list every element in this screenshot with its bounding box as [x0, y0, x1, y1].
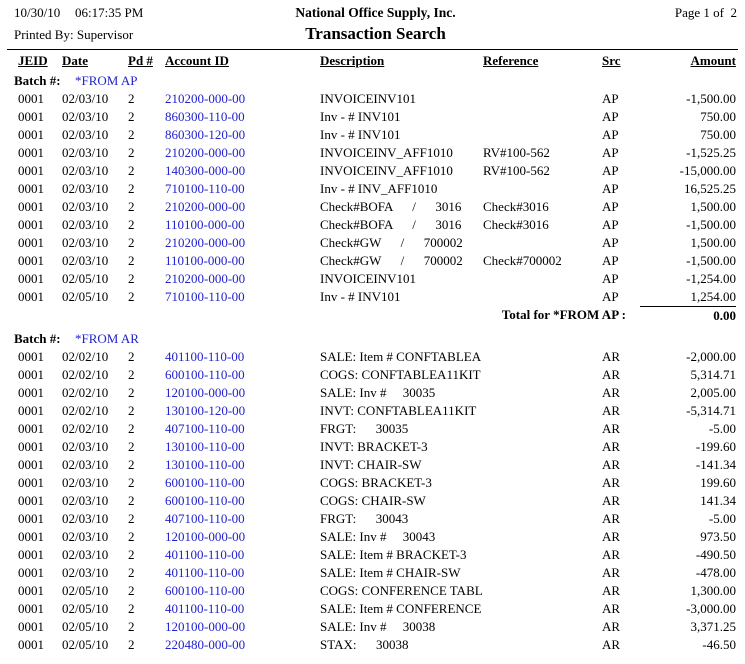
amount-cell: 973.50: [700, 529, 736, 544]
period-cell: 2: [128, 565, 135, 580]
account-id-link[interactable]: 140300-000-00: [165, 163, 246, 178]
reference-cell: Check#3016: [483, 199, 549, 214]
column-header-description: Description: [320, 53, 385, 68]
description-cell: SALE: Item # CONFTABLEA: [320, 349, 482, 364]
period-cell: 2: [128, 511, 135, 526]
date-cell: 02/03/10: [62, 181, 109, 196]
date-cell: 02/03/10: [62, 475, 109, 490]
amount-cell: -1,500.00: [686, 91, 736, 106]
period-cell: 2: [128, 457, 135, 472]
source-cell: AP: [602, 289, 619, 304]
period-cell: 2: [128, 637, 135, 652]
period-cell: 2: [128, 109, 135, 124]
table-row: [14, 600, 736, 618]
period-cell: 2: [128, 547, 135, 562]
period-cell: 2: [128, 529, 135, 544]
account-id-link[interactable]: 120100-000-00: [165, 619, 246, 634]
date-cell: 02/05/10: [62, 601, 109, 616]
date-cell: 02/05/10: [62, 619, 109, 634]
table-row: [14, 474, 736, 492]
table-row: [14, 348, 736, 366]
account-id-link[interactable]: 710100-110-00: [165, 181, 245, 196]
source-cell: AR: [602, 529, 621, 544]
account-id-link[interactable]: 407100-110-00: [165, 421, 245, 436]
reference-cell: [483, 234, 602, 252]
amount-cell: -5.00: [708, 511, 736, 526]
description-cell: Inv - # INV101: [320, 109, 401, 124]
reference-cell: [483, 510, 602, 528]
amount-cell: -141.34: [695, 457, 736, 472]
jeid-cell: 0001: [18, 367, 44, 382]
amount-cell: 3,371.25: [690, 619, 736, 634]
reference-cell: [483, 528, 602, 546]
jeid-cell: 0001: [18, 583, 44, 598]
reference-cell: Check#700002: [483, 253, 562, 268]
period-cell: 2: [128, 583, 135, 598]
amount-cell: 750.00: [700, 109, 736, 124]
description-cell: INVOICEINV_AFF1010: [320, 145, 453, 160]
header-line-2: [14, 24, 737, 44]
jeid-cell: 0001: [18, 199, 44, 214]
header-divider: [7, 49, 738, 50]
source-cell: AP: [602, 109, 619, 124]
table-row: [14, 108, 736, 126]
source-cell: AR: [602, 403, 621, 418]
reference-cell: Check#3016: [483, 217, 549, 232]
description-cell: SALE: Item # BRACKET-3: [320, 547, 467, 562]
period-cell: 2: [128, 439, 135, 454]
source-cell: AR: [602, 421, 621, 436]
table-row: [14, 288, 736, 306]
source-cell: AP: [602, 217, 619, 232]
reference-cell: [483, 564, 602, 582]
amount-cell: 750.00: [700, 127, 736, 142]
source-cell: AR: [602, 547, 621, 562]
description-cell: SALE: Inv # 30038: [320, 619, 436, 634]
jeid-cell: 0001: [18, 511, 44, 526]
jeid-cell: 0001: [18, 253, 44, 268]
period-cell: 2: [128, 349, 135, 364]
amount-cell: -490.50: [695, 547, 736, 562]
reference-cell: [483, 90, 602, 108]
table-row: [14, 198, 736, 216]
table-row: [14, 402, 736, 420]
period-cell: 2: [128, 235, 135, 250]
account-id-link[interactable]: 210200-000-00: [165, 199, 246, 214]
jeid-cell: 0001: [18, 289, 44, 304]
jeid-cell: 0001: [18, 619, 44, 634]
jeid-cell: 0001: [18, 601, 44, 616]
period-cell: 2: [128, 163, 135, 178]
jeid-cell: 0001: [18, 565, 44, 580]
description-cell: Check#BOFA / 3016: [320, 199, 462, 214]
source-cell: AP: [602, 91, 619, 106]
period-cell: 2: [128, 385, 135, 400]
account-id-link[interactable]: 600100-110-00: [165, 367, 245, 382]
reference-cell: [483, 180, 602, 198]
account-id-link[interactable]: 600100-110-00: [165, 475, 245, 490]
description-cell: SALE: Item # CONFERENCE: [320, 601, 482, 616]
description-cell: FRGT: 30043: [320, 511, 409, 526]
account-id-link[interactable]: 860300-120-00: [165, 127, 246, 142]
batch-name-link[interactable]: *FROM AR: [75, 331, 139, 346]
date-cell: 02/05/10: [62, 289, 109, 304]
table-row: [14, 144, 736, 162]
column-header-reference: Reference: [483, 53, 539, 68]
printed-by: Printed By: Supervisor: [14, 27, 134, 42]
table-row: [14, 270, 736, 288]
account-id-link[interactable]: 130100-120-00: [165, 403, 246, 418]
description-cell: COGS: CONFERENCE TABL: [320, 583, 483, 598]
date-cell: 02/03/10: [62, 145, 109, 160]
account-id-link[interactable]: 210200-000-00: [165, 91, 246, 106]
date-cell: 02/02/10: [62, 349, 109, 364]
jeid-cell: 0001: [18, 493, 44, 508]
source-cell: AR: [602, 349, 621, 364]
account-id-link[interactable]: 120100-000-00: [165, 385, 246, 400]
amount-cell: -3,000.00: [686, 601, 736, 616]
table-row: [14, 90, 736, 108]
jeid-cell: 0001: [18, 457, 44, 472]
period-cell: 2: [128, 475, 135, 490]
description-cell: COGS: CONFTABLEA11KIT: [320, 367, 481, 382]
description-cell: SALE: Item # CHAIR-SW: [320, 565, 461, 580]
account-id-link[interactable]: 210200-000-00: [165, 271, 246, 286]
source-cell: AR: [602, 457, 621, 472]
amount-cell: 199.60: [700, 475, 736, 490]
amount-cell: 1,300.00: [690, 583, 736, 598]
account-id-link[interactable]: 110100-000-00: [165, 253, 245, 268]
column-header-date: Date: [62, 53, 88, 68]
date-cell: 02/02/10: [62, 367, 109, 382]
description-cell: INVT: BRACKET-3: [320, 439, 428, 454]
source-cell: AP: [602, 235, 619, 250]
source-cell: AR: [602, 367, 621, 382]
date-cell: 02/03/10: [62, 217, 109, 232]
date-cell: 02/03/10: [62, 163, 109, 178]
date-cell: 02/05/10: [62, 271, 109, 286]
table-row: [14, 456, 736, 474]
amount-cell: 2,005.00: [690, 385, 736, 400]
account-id-link[interactable]: 401100-110-00: [165, 601, 245, 616]
table-row: [14, 180, 736, 198]
report-rows: [14, 72, 736, 654]
period-cell: 2: [128, 403, 135, 418]
account-id-link[interactable]: 710100-110-00: [165, 289, 245, 304]
batch-total-row: [14, 306, 736, 325]
amount-cell: -1,500.00: [686, 217, 736, 232]
source-cell: AP: [602, 163, 619, 178]
table-row: [14, 420, 736, 438]
account-id-link[interactable]: 210200-000-00: [165, 145, 246, 160]
amount-cell: -199.60: [695, 439, 736, 454]
source-cell: AP: [602, 271, 619, 286]
batch-total-label: Total for *FROM AP :: [501, 307, 626, 322]
period-cell: 2: [128, 217, 135, 232]
description-cell: Inv - # INV_AFF1010: [320, 181, 438, 196]
report-sheet: [0, 52, 745, 654]
description-cell: SALE: Inv # 30043: [320, 529, 436, 544]
header-line-1: [14, 5, 737, 21]
amount-cell: -5.00: [708, 421, 736, 436]
print-date: 10/30/10: [14, 5, 61, 20]
description-cell: Check#GW / 700002: [320, 235, 463, 250]
reference-cell: [483, 492, 602, 510]
period-cell: 2: [128, 421, 135, 436]
source-cell: AP: [602, 253, 619, 268]
date-cell: 02/03/10: [62, 127, 109, 142]
amount-cell: -46.50: [702, 637, 736, 652]
account-id-link[interactable]: 401100-110-00: [165, 547, 245, 562]
period-cell: 2: [128, 127, 135, 142]
reference-cell: [483, 402, 602, 420]
date-cell: 02/03/10: [62, 529, 109, 544]
batch-header: [14, 72, 736, 90]
reference-cell: [483, 456, 602, 474]
amount-cell: -478.00: [695, 565, 736, 580]
date-cell: 02/03/10: [62, 565, 109, 580]
table-row: [14, 492, 736, 510]
reference-cell: [483, 288, 602, 306]
amount-cell: 16,525.25: [684, 181, 736, 196]
source-cell: AR: [602, 475, 621, 490]
source-cell: AR: [602, 511, 621, 526]
account-id-link[interactable]: 860300-110-00: [165, 109, 245, 124]
jeid-cell: 0001: [18, 529, 44, 544]
amount-cell: 1,500.00: [690, 235, 736, 250]
jeid-cell: 0001: [18, 475, 44, 490]
table-row: [14, 126, 736, 144]
batch-label: Batch #:: [14, 331, 61, 346]
report-title: Transaction Search: [305, 24, 446, 43]
period-cell: 2: [128, 289, 135, 304]
date-cell: 02/02/10: [62, 403, 109, 418]
amount-cell: 1,254.00: [690, 289, 736, 304]
table-row: [14, 216, 736, 234]
jeid-cell: 0001: [18, 385, 44, 400]
batch-label: Batch #:: [14, 73, 61, 88]
jeid-cell: 0001: [18, 403, 44, 418]
period-cell: 2: [128, 145, 135, 160]
reference-cell: [483, 126, 602, 144]
period-cell: 2: [128, 619, 135, 634]
table-row: [14, 546, 736, 564]
description-cell: Check#BOFA / 3016: [320, 217, 462, 232]
period-cell: 2: [128, 199, 135, 214]
reference-cell: [483, 420, 602, 438]
table-row: [14, 384, 736, 402]
source-cell: AP: [602, 199, 619, 214]
period-cell: 2: [128, 367, 135, 382]
date-cell: 02/02/10: [62, 385, 109, 400]
table-row: [14, 252, 736, 270]
description-cell: INVT: CHAIR-SW: [320, 457, 422, 472]
date-cell: 02/03/10: [62, 253, 109, 268]
description-cell: STAX: 30038: [320, 637, 409, 652]
date-cell: 02/03/10: [62, 439, 109, 454]
account-id-link[interactable]: 110100-000-00: [165, 217, 245, 232]
reference-cell: [483, 546, 602, 564]
period-cell: 2: [128, 493, 135, 508]
reference-cell: [483, 582, 602, 600]
amount-cell: -5,314.71: [686, 403, 736, 418]
source-cell: AP: [602, 145, 619, 160]
print-datetime: [14, 5, 219, 21]
reference-cell: [483, 366, 602, 384]
source-cell: AR: [602, 385, 621, 400]
account-id-link[interactable]: 120100-000-00: [165, 529, 246, 544]
period-cell: 2: [128, 91, 135, 106]
date-cell: 02/03/10: [62, 457, 109, 472]
table-row: [14, 438, 736, 456]
period-cell: 2: [128, 253, 135, 268]
source-cell: AR: [602, 637, 621, 652]
description-cell: INVOICEINV101: [320, 271, 417, 286]
source-cell: AP: [602, 181, 619, 196]
jeid-cell: 0001: [18, 439, 44, 454]
source-cell: AR: [602, 493, 621, 508]
column-headers: [14, 52, 736, 70]
description-cell: Check#GW / 700002: [320, 253, 463, 268]
description-cell: COGS: CHAIR-SW: [320, 493, 426, 508]
description-cell: SALE: Inv # 30035: [320, 385, 436, 400]
account-id-link[interactable]: 210200-000-00: [165, 235, 246, 250]
description-cell: INVOICEINV101: [320, 91, 417, 106]
description-cell: INVOICEINV_AFF1010: [320, 163, 453, 178]
column-header-period: Pd #: [128, 53, 153, 68]
jeid-cell: 0001: [18, 421, 44, 436]
date-cell: 02/03/10: [62, 511, 109, 526]
report-header: [0, 0, 745, 44]
table-row: [14, 234, 736, 252]
jeid-cell: 0001: [18, 217, 44, 232]
jeid-cell: 0001: [18, 547, 44, 562]
source-cell: AP: [602, 127, 619, 142]
table-row: [14, 510, 736, 528]
jeid-cell: 0001: [18, 109, 44, 124]
date-cell: 02/03/10: [62, 109, 109, 124]
reference-cell: [483, 618, 602, 636]
jeid-cell: 0001: [18, 145, 44, 160]
period-cell: 2: [128, 181, 135, 196]
account-id-link[interactable]: 401100-110-00: [165, 349, 245, 364]
page-indicator: Page 1 of 2: [674, 5, 737, 20]
reference-cell: [483, 270, 602, 288]
table-row: [14, 366, 736, 384]
print-time: 06:17:35 PM: [75, 5, 144, 20]
date-cell: 02/03/10: [62, 547, 109, 562]
table-row: [14, 618, 736, 636]
source-cell: AR: [602, 619, 621, 634]
jeid-cell: 0001: [18, 181, 44, 196]
description-cell: FRGT: 30035: [320, 421, 409, 436]
table-row: [14, 636, 736, 654]
amount-cell: -1,500.00: [686, 253, 736, 268]
reference-cell: [483, 636, 602, 654]
column-header-jeid: JEID: [18, 53, 48, 68]
account-id-link[interactable]: 407100-110-00: [165, 511, 245, 526]
date-cell: 02/03/10: [62, 235, 109, 250]
batch-name-link[interactable]: *FROM AP: [75, 73, 138, 88]
amount-cell: 1,500.00: [690, 199, 736, 214]
jeid-cell: 0001: [18, 637, 44, 652]
table-row: [14, 564, 736, 582]
description-cell: Inv - # INV101: [320, 289, 401, 304]
column-header-account-id: Account ID: [165, 53, 229, 68]
table-row: [14, 528, 736, 546]
amount-cell: -1,525.25: [686, 145, 736, 160]
amount-cell: -1,254.00: [686, 271, 736, 286]
source-cell: AR: [602, 583, 621, 598]
source-cell: AR: [602, 601, 621, 616]
account-id-link[interactable]: 401100-110-00: [165, 565, 245, 580]
amount-cell: 141.34: [700, 493, 736, 508]
period-cell: 2: [128, 271, 135, 286]
period-cell: 2: [128, 601, 135, 616]
batch-total-amount: 0.00: [640, 306, 736, 325]
account-id-link[interactable]: 130100-110-00: [165, 439, 245, 454]
amount-cell: -2,000.00: [686, 349, 736, 364]
reference-cell: [483, 600, 602, 618]
batch-header: [14, 330, 736, 348]
date-cell: 02/03/10: [62, 91, 109, 106]
description-cell: COGS: BRACKET-3: [320, 475, 432, 490]
column-header-amount: Amount: [690, 53, 736, 68]
date-cell: 02/05/10: [62, 583, 109, 598]
table-row: [14, 582, 736, 600]
reference-cell: [483, 348, 602, 366]
amount-cell: 5,314.71: [690, 367, 736, 382]
table-row: [14, 162, 736, 180]
account-id-link[interactable]: 130100-110-00: [165, 457, 245, 472]
jeid-cell: 0001: [18, 127, 44, 142]
account-id-link[interactable]: 600100-110-00: [165, 493, 245, 508]
column-header-src: Src: [602, 53, 621, 68]
jeid-cell: 0001: [18, 163, 44, 178]
reference-cell: [483, 384, 602, 402]
date-cell: 02/03/10: [62, 493, 109, 508]
reference-cell: RV#100-562: [483, 163, 550, 178]
reference-cell: [483, 108, 602, 126]
amount-cell: -15,000.00: [679, 163, 736, 178]
company-name: National Office Supply, Inc.: [295, 5, 456, 20]
date-cell: 02/02/10: [62, 421, 109, 436]
reference-cell: [483, 474, 602, 492]
source-cell: AR: [602, 565, 621, 580]
reference-cell: [483, 438, 602, 456]
jeid-cell: 0001: [18, 349, 44, 364]
account-id-link[interactable]: 600100-110-00: [165, 583, 245, 598]
jeid-cell: 0001: [18, 91, 44, 106]
date-cell: 02/05/10: [62, 637, 109, 652]
jeid-cell: 0001: [18, 271, 44, 286]
date-cell: 02/03/10: [62, 199, 109, 214]
jeid-cell: 0001: [18, 235, 44, 250]
source-cell: AR: [602, 439, 621, 454]
reference-cell: RV#100-562: [483, 145, 550, 160]
account-id-link[interactable]: 220480-000-00: [165, 637, 246, 652]
description-cell: Inv - # INV101: [320, 127, 401, 142]
description-cell: INVT: CONFTABLEA11KIT: [320, 403, 477, 418]
